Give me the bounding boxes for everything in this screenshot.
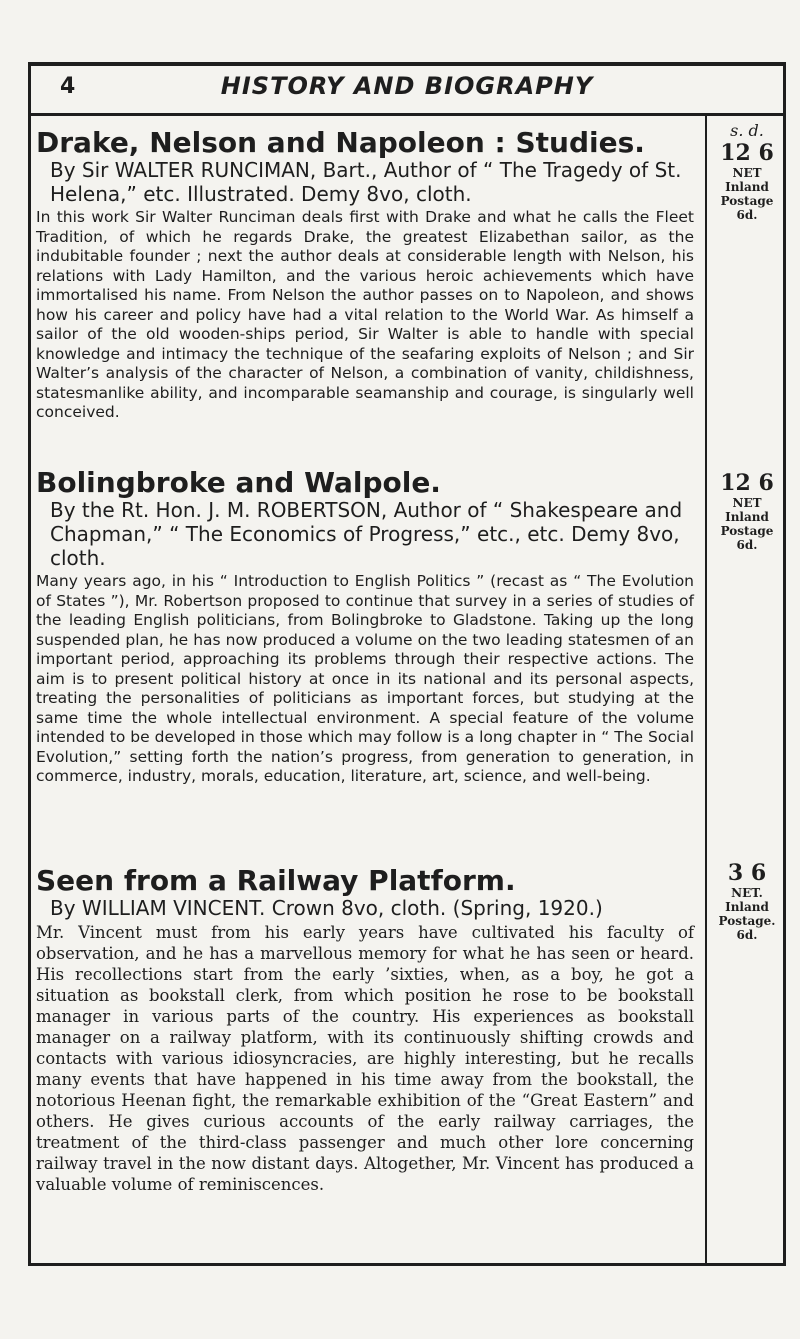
price-net: NET xyxy=(732,166,762,180)
book-title: Bolingbroke and Walpole. xyxy=(36,466,441,499)
price-postage: Postage xyxy=(720,194,774,208)
book-description: Mr. Vincent must from his early years have cultivated his faculty of observation, and he has a marvellous memory for what he has seen or heard. His recollections start from the early ’sixties, when, as a boy, he got a situation as bookstall clerk, from which position he rose to be bookstall manager in various parts of the country. His experiences as bookstall manager on a railway platform, with its continuously shifting crowds and contacts with various idiosyncracies, are highly interesting, but he recalls many events that have happened in his time away from the bookstall, the notorious Heenan fight, the remarkable exhibition of the “Great Eastern” and others. He gives curious accounts of the early railway carriages, the treatment of the third-class passenger and much other lore concerning railway travel in the now distant days. Altogether, Mr. Vincent has produced a valuable volume of reminiscences. xyxy=(36,923,694,1194)
price-units: s. d. xyxy=(730,121,764,140)
price-block-bolingbroke xyxy=(708,470,786,552)
price-units-heading xyxy=(708,122,786,140)
price-amount: 12 6 xyxy=(720,140,774,166)
price-block-drake xyxy=(708,140,786,222)
book-byline: By WILLIAM VINCENT. Crown 8vo, cloth. (Spring, 1920.) xyxy=(50,896,603,920)
price-postage-amount: 6d. xyxy=(736,928,758,942)
price-inland: Inland xyxy=(725,180,769,194)
running-head: HISTORY AND BIOGRAPHY xyxy=(220,72,594,100)
book-byline: By Sir WALTER RUNCIMAN, Bart., Author of “ The Tragedy of St. Helena,” etc. Illustrated. Demy 8vo, cloth. xyxy=(50,158,682,206)
book-title: Drake, Nelson and Napoleon : Studies. xyxy=(36,126,645,159)
price-amount: 12 6 xyxy=(720,470,774,496)
bottom-rule xyxy=(28,1263,786,1266)
price-postage-amount: 6d. xyxy=(736,538,758,552)
book-title: Seen from a Railway Platform. xyxy=(36,864,516,897)
book-entry-drake xyxy=(36,128,694,458)
price-inland: Inland xyxy=(725,510,769,524)
book-entry-bolingbroke xyxy=(36,468,694,856)
price-net: NET xyxy=(732,496,762,510)
price-postage: Postage. xyxy=(718,914,776,928)
price-net: NET. xyxy=(731,886,763,900)
page-number: 4 xyxy=(60,74,76,99)
book-description: In this work Sir Walter Runciman deals first with Drake and what he calls the Fleet Tradition, of which he regards Drake, the greatest Elizabethan sailor, as the indubitable founder ; next the author deals at considerable length with Nelson, his relations with Lady Hamilton, and the various heroic achievements which have immortalised his name. From Nelson the author passes on to Napoleon, and shows how his career and policy have had a vital relation to the World War. As himself a sailor of the old wooden-ships period, Sir Walter is able to handle with special knowledge and intimacy the technique of the seafaring exploits of Nelson ; and Sir Walter’s analysis of the character of Nelson, a combination of vanity, childishness, statesmanlike ability, and incomparable seamanship and courage, is singularly well conceived. xyxy=(36,208,694,421)
book-description: Many years ago, in his “ Introduction to English Politics ” (recast as “ The Evolution of States ”), Mr. Robertson proposed to continue that survey in a series of studies of the leading English politicians, from Bolingbroke to Gladstone. Taking up the long suspended plan, he has now produced a volume on the two leading statesmen of an important period, approaching its problems through their respective actions. The aim is to present political history at once in its national and its personal aspects, treating the personalities of politicians as important forces, but studying at the same time the whole intellectual environment. A special feature of the volume intended to be developed in those which may follow is a long chapter in “ The Social Evolution,” setting forth the nation’s progress, from generation to generation, in commerce, industry, morals, education, literature, art, science, and well-being. xyxy=(36,572,694,785)
price-amount: 3 6 xyxy=(727,860,767,886)
book-byline: By the Rt. Hon. J. M. ROBERTSON, Author of “ Shakespeare and Chapman,” “ The Economics of Progress,” etc., etc. Demy 8vo, cloth. xyxy=(50,498,683,570)
book-entry-railway xyxy=(36,866,694,1195)
price-column-divider xyxy=(705,116,707,1266)
price-postage-amount: 6d. xyxy=(736,208,758,222)
price-inland: Inland xyxy=(725,900,769,914)
price-block-railway xyxy=(708,860,786,942)
price-postage: Postage xyxy=(720,524,774,538)
catalogue-content xyxy=(36,128,694,1205)
